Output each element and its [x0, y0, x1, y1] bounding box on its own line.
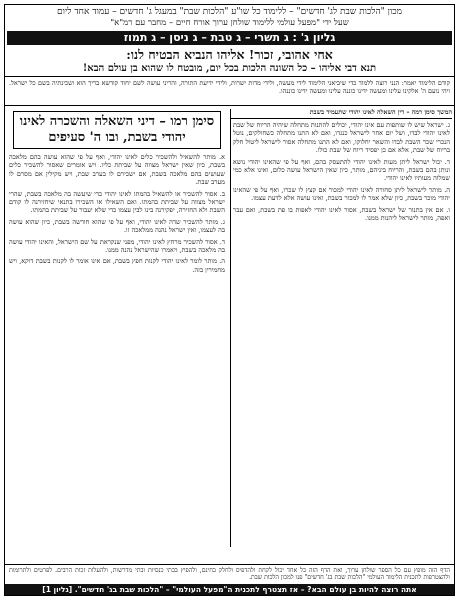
issue-banner: גליון ג' : ג תשרי – ג טבת – ג ניסן – ג תמוז	[7, 31, 452, 45]
right-column	[231, 109, 452, 547]
daily-quote: תנא דבי אליהו – כל השונה הלכות בכל יום, מובטח לו שהוא בן עולם הבא!	[5, 62, 454, 77]
paragraph: ד. אסור להשכיר מרחץ לאינו יהודי, מפני שנקראת על שם הישראל, והאינו יהודי עושה בה מלאכה בשבת, ויאמרו שהישראל נהנה ממנו.	[9, 237, 225, 255]
newsletter-page	[4, 4, 455, 596]
paragraph: ו. אם אין בתנור של ישראל בשבת, אסור לאינו יהודי לאפות בו פת בשבת, ואם עבר ואפה, מותר לישראל ליהנות ממנו.	[233, 205, 450, 223]
paragraph: ד. יכול ישראל ליתן מעות לאינו יהודי להתעסק בהם, ואף על פי שהאינו יהודי נושא ונותן בהם בשבת, והריוח ביניהם, מותר, כיון שאין הישראל עושה כלום, ואינו אלא כמי שמלוה מעותיו לאינו יהודי.	[233, 157, 450, 183]
column-divider	[230, 109, 231, 547]
paragraph: ג. ישראל שיש לו שותפות עם אינו יהודי, יכולים להתנות מתחלה שיהיה הריוח של שבת לאינו יהודי לבדו, ושל יום אחר לישראל כנגדו, ואם לא התנו מתחלה כשחולקים, נוטל הנכרי שכר השבת לבדו והשאר יחלוקו, ואם לא התנו מתחלה אסור לישראל ליטול חלק בריוח של שבת, אלא אם כן יפסיד ריוח של שבת כולו.	[233, 121, 450, 155]
paragraph: ג. מותר להשכיר שדה לאינו יהודי, ואף על פי שהוא חורשה בשבת, כיון שהוא עושה בה לעצמו, ואין ישראל נהנה ממלאכה זו.	[9, 217, 225, 235]
distribution-info: הדף הזה מופץ עם כל הספר שולחן ערוך, ואת הדף הזה כל אחד יכול לקחת ולהדפיס ולחלק בחינם, ולהפיץ בבתי כנסיות ובתי מדרשות, ולהעלות זכות הרבים. לפרטים ולתרומות ולהצטרפות לתכנית הלימוד העולמי "הלכות שבת בג' חדשים" פנו למכון הלכות שבת.	[5, 564, 454, 584]
paragraph: ב. אסור להשכיר או להשאיל בהמתו לאינו יהודי כדי שיעשה בה מלאכה בשבת, שהרי ישראל מצווה על שביתת בהמתו. ואם השאילו או השכירו בתנאי שיחזירנה לו קודם השבת ולא החזירה, יפקירנה בינו לבין עצמו כדי שלא יעבור על שביתת בהמתו.	[9, 189, 225, 215]
content-columns	[5, 109, 454, 547]
masthead	[5, 5, 454, 29]
slogan: אחי אהובי, זכור! אליהו הנביא הבטיח לנו:	[126, 47, 333, 62]
paragraph: ה. מותר לומר לאינו יהודי לקנות חפץ בשבת, אם אינו אומר לו לקנות בשבת דוקא, ויש מחמירין בזה.	[9, 257, 225, 274]
masthead-line-2: שעל ידי "מפעל עולמי ללימוד שולחן ערוך אורח חיים – מחבר עם רמ"א"	[110, 18, 349, 28]
paragraph: א. מותר להשאיל ולהשכיר כלים לאינו יהודי, ואף על פי שהוא עושה בהם מלאכה בשבת, כיון שאין ישראל מצווה על שביתת כליו. ויש אומרים שאסור להשכיר כלים שעושים בהם מלאכה בשבת, אם ישכירם לו בערב שבת, ויש מקילין אם מסרם לו מערב שבת.	[9, 153, 225, 187]
masthead-line-1: מכון "הלכות שבת לג' חדשים" – ללימוד כל שו"ע "הלכות שבת" במעגל ג' חדשים – עמוד אחד ליום	[57, 7, 402, 17]
siman-title-box: סימן רמו – דיני השאלה והשכרה לאינו יהודי בשבת, ובו ה' סעיפים	[13, 111, 221, 149]
left-column	[7, 109, 227, 547]
footer-banner: אתה רוצה להיות בן עולם הבא? – אז תצטרף לתכנית ה"מפעל העולמי" – "הלכות שבת בג' חדשים". [גליון 1]	[5, 584, 454, 595]
right-column-heading: המשך סימן רמה – דין השאלה לאינו יהודי שתעמיד בשבת	[231, 109, 452, 119]
bottom-section	[5, 564, 454, 595]
paragraph: ה. מותר לישראל ליתן סחורה לאינו יהודי למכור אם קצץ לו שכרו, ואף על פי שהאינו יהודי מוכר בשבת, כיון שלא אמר לו למכור בשבת, ואינו עושה אלא לדעת עצמו.	[233, 185, 450, 203]
intro-prayer: קודם הלימוד יאמר: הנני רוצה ללמוד כדי שיביאני הלימוד לידי מעשה, ולידי מדות ישרות, ולידי ידיעת התורה, והריני עושה לשם יחוד קודשא בריך הוא ושכינתיה בשם כל ישראל. ויהי נועם ה' אלקינו עלינו ומעשה ידינו כוננה עלינו ומעשה ידינו כוננהו.	[5, 77, 454, 106]
